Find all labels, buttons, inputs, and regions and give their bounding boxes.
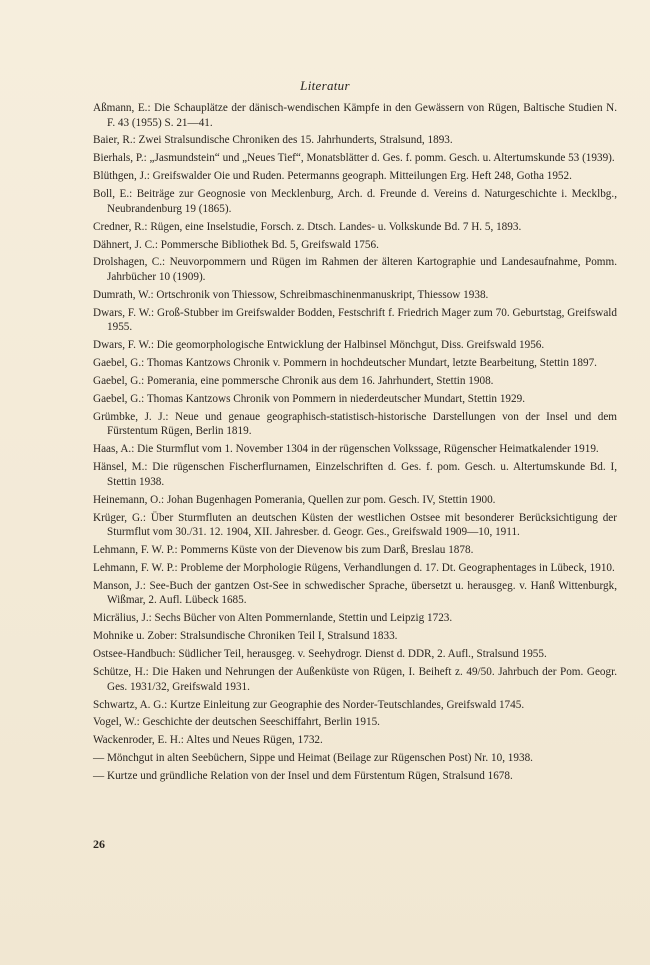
bibliography-entry: — Mönchgut in alten Seebüchern, Sippe und Heimat (Beilage zur Rügenschen Post) Nr. 10, 1938. [93, 752, 533, 765]
bibliography-entry: Vogel, W.: Geschichte der deutschen Seeschiffahrt, Berlin 1915. [93, 716, 380, 729]
bibliography-entry: Krüger, G.: Über Sturmfluten an deutschen Küsten der westlichen Ostsee mit besonderer Berücksichtigung der Sturmflut vom 30./31. 12. 1904, XII. Jahresber. d. Geogr. Ges., Greifswald 1909—10, 1911. [93, 511, 617, 539]
bibliography-entry: Schwartz, A. G.: Kurtze Einleitung zur Geographie des Norder-Teutschlandes, Greifswald 1745. [93, 698, 525, 711]
bibliography-entry: Micrälius, J.: Sechs Bücher von Alten Pommernlande, Stettin und Leipzig 1723. [93, 612, 453, 625]
bibliography-entry: Boll, E.: Beiträge zur Geognosie von Mecklenburg, Arch. d. Freunde d. Vereins d. Naturgeschichte i. Mecklbg., Neubrandenburg 19 (1865). [93, 188, 617, 215]
bibliography-entry: Baier, R.: Zwei Stralsundische Chroniken des 15. Jahrhunderts, Stralsund, 1893. [93, 134, 453, 147]
bibliography-entry: Aßmann, E.: Die Schauplätze der dänisch-wendischen Kämpfe in den Gewässern von Rügen, Baltische Studien N. F. 43 (1955) S. 21—41. [93, 102, 617, 129]
section-heading: Literatur [300, 78, 350, 93]
bibliography-entry: Schütze, H.: Die Haken und Nehrungen der Außenküste von Rügen, I. Beiheft z. 49/50. Jahrbuch der Pom. Geogr. Ges. 1931/32, Greifswald 1931. [93, 666, 617, 693]
bibliography-list [93, 101, 617, 787]
bibliography-entry: Dähnert, J. C.: Pommersche Bibliothek Bd. 5, Greifswald 1756. [93, 238, 379, 251]
bibliography-entry: Gaebel, G.: Thomas Kantzows Chronik v. Pommern in hochdeutscher Mundart, letzte Bearbeitung, Stettin 1897. [93, 357, 597, 370]
bibliography-entry: Dwars, F. W.: Die geomorphologische Entwicklung der Halbinsel Mönchgut, Diss. Greifswald 1956. [93, 339, 545, 352]
bibliography-entry: Lehmann, F. W. P.: Probleme der Morphologie Rügens, Verhandlungen d. 17. Dt. Geographentages in Lübeck, 1910. [93, 561, 615, 574]
bibliography-entry: Blüthgen, J.: Greifswalder Oie und Ruden. Petermanns geograph. Mitteilungen Erg. Heft 248, Gotha 1952. [93, 170, 572, 183]
bibliography-entry: Hänsel, M.: Die rügenschen Fischerflurnamen, Einzelschriften d. Ges. f. pom. Gesch. u. Altertumskunde Bd. I, Stettin 1938. [93, 461, 617, 488]
bibliography-entry: Mohnike u. Zober: Stralsundische Chroniken Teil I, Stralsund 1833. [93, 630, 398, 643]
bibliography-entry: Haas, A.: Die Sturmflut vom 1. November 1304 in der rügenschen Volkssage, Rügenscher Heimatkalender 1919. [93, 443, 599, 456]
bibliography-entry: Ostsee-Handbuch: Südlicher Teil, herausgeg. v. Seehydrogr. Dienst d. DDR, 2. Aufl., Stralsund 1955. [93, 648, 547, 661]
bibliography-entry: Grümbke, J. J.: Neue und genaue geographisch-statistisch-historische Darstellungen von der Insel und dem Fürstentum Rügen, Berlin 1819. [93, 410, 617, 438]
bibliography-entry: Dumrath, W.: Ortschronik von Thiessow, Schreibmaschinenmanuskript, Thiessow 1938. [93, 288, 489, 301]
bibliography-entry: Credner, R.: Rügen, eine Inselstudie, Forsch. z. Dtsch. Landes- u. Volkskunde Bd. 7 H. 5, 1893. [93, 220, 522, 233]
bibliography-entry: Heinemann, O.: Johan Bugenhagen Pomerania, Quellen zur pom. Gesch. IV, Stettin 1900. [93, 493, 496, 506]
bibliography-entry: Dwars, F. W.: Groß-Stubber im Greifswalder Bodden, Festschrift f. Friedrich Mager zum 70. Geburtstag, Greifswald 1955. [93, 306, 617, 334]
bibliography-entry: Lehmann, F. W. P.: Pommerns Küste von der Dievenow bis zum Darß, Breslau 1878. [93, 544, 474, 557]
bibliography-entry: Drolshagen, C.: Neuvorpommern und Rügen im Rahmen der älteren Kartographie und Landesaufnahme, Pomm. Jahrbücher 10 (1909). [93, 256, 617, 284]
bibliography-entry: Wackenroder, E. H.: Altes und Neues Rügen, 1732. [93, 734, 323, 747]
bibliography-entry: Manson, J.: See-Buch der gantzen Ost-See in schwedischer Sprache, übersetzt u. herausgeg. v. Hanß Wittenburgk, Wißmar, 2. Aufl. Lübeck 1685. [93, 579, 617, 607]
bibliography-entry: Gaebel, G.: Thomas Kantzows Chronik von Pommern in niederdeutscher Mundart, Stettin 1929. [93, 392, 525, 405]
bibliography-entry: — Kurtze und gründliche Relation von der Insel und dem Fürstentum Rügen, Stralsund 1678. [93, 770, 513, 783]
bibliography-entry: Gaebel, G.: Pomerania, eine pommersche Chronik aus dem 16. Jahrhundert, Stettin 1908. [93, 375, 494, 388]
page-number: 26 [93, 837, 105, 851]
bibliography-entry: Bierhals, P.: „Jasmundstein“ und „Neues Tief“, Monatsblätter d. Ges. f. pomm. Gesch. u. Altertumskunde 53 (1939). [93, 152, 615, 165]
